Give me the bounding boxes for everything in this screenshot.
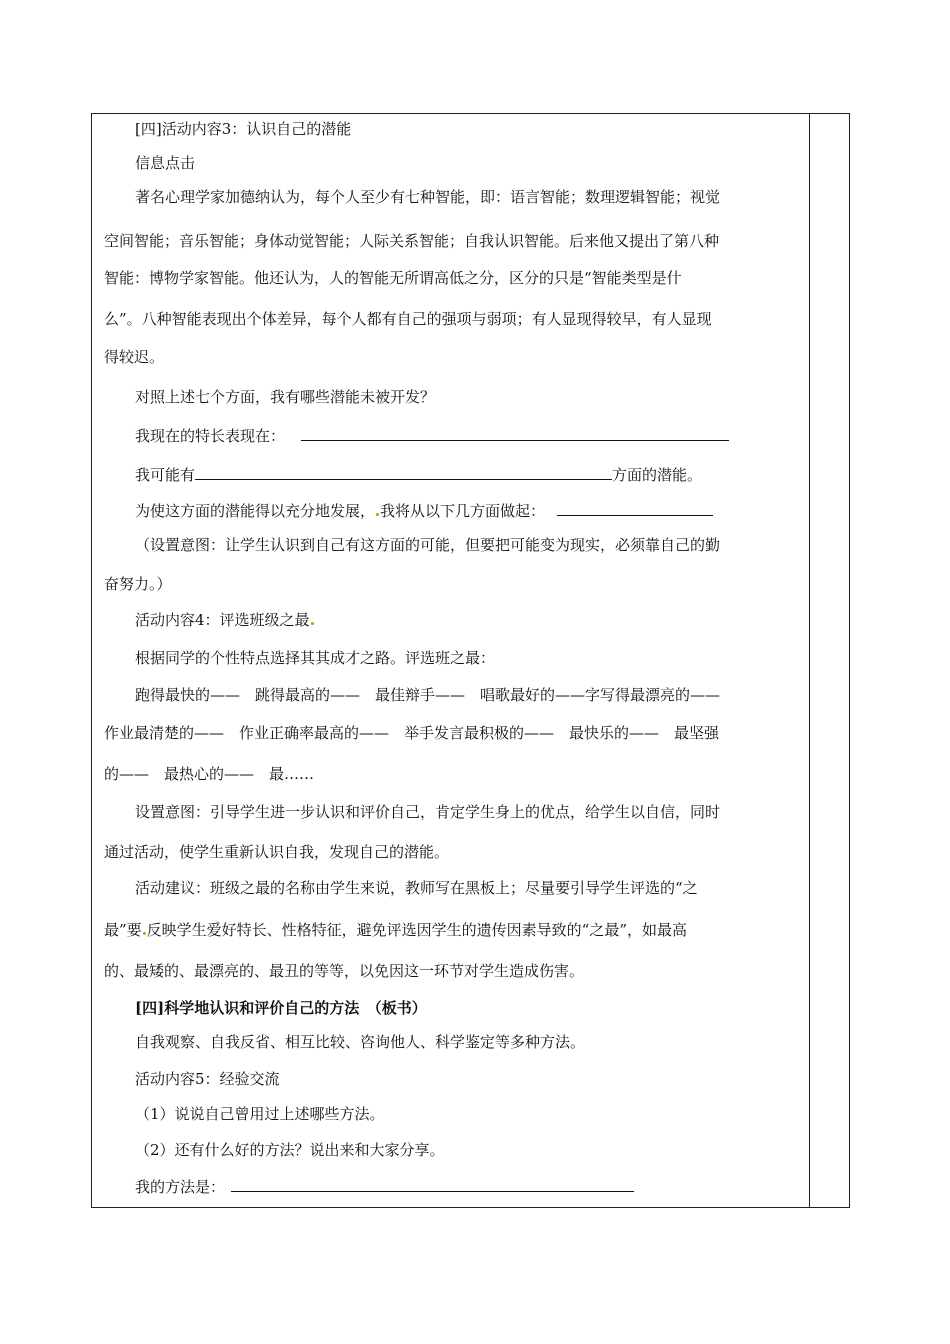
paragraph-line: 自我观察、自我反省、相互比较、咨询他人、科学鉴定等多种方法。 <box>135 1033 586 1051</box>
method-label: 我的方法是： <box>135 1178 226 1196</box>
paragraph-line: 设置意图：引导学生进一步认识和评价自己，肯定学生身上的优点，给学生以自信，同时 <box>135 803 721 821</box>
awards-line: 跑得最快的—— 跳得最高的—— 最佳辩手—— 唱歌最好的——字写得最漂亮的—— <box>135 686 721 704</box>
specialty-label: 我现在的特长表现在： <box>135 427 286 445</box>
paragraph-line: 得较迟。 <box>104 348 165 366</box>
paragraph-line: 著名心理学家加德纳认为，每个人至少有七种智能，即：语言智能；数理逻辑智能；视觉 <box>135 188 721 206</box>
paragraph-line: 么”。八种智能表现出个体差异，每个人都有自己的强项与弱项；有人显现得较早，有人显现 <box>104 310 712 328</box>
intent-line: （设置意图：让学生认识到自己有这方面的可能，但要把可能变为现实，必须靠自己的勤 <box>135 536 721 554</box>
develop-label-a: 为使这方面的潜能得以充分地发展， <box>135 502 376 520</box>
methods-heading: [四]科学地认识和评价自己的方法 （板书） <box>135 999 427 1017</box>
dot-mark <box>143 932 146 935</box>
potential-label-prefix: 我可能有 <box>135 466 196 484</box>
activity-4-heading <box>135 610 315 630</box>
potential-label-suffix: 方面的潜能。 <box>612 466 703 484</box>
question-line: 对照上述七个方面，我有哪些潜能未被开发？ <box>135 388 436 406</box>
activity-4-label: 活动内容4：评选班级之最 <box>135 611 310 629</box>
intent-line: 奋努力。） <box>104 575 172 593</box>
paragraph-line: 根据同学的个性特点选择其其成才之路。评选班之最： <box>135 649 496 667</box>
paragraph-line: 空间智能；音乐智能；身体动觉智能；人际关系智能；自我认识智能。后来他又提出了第八种 <box>104 232 720 250</box>
paragraph-line: 的、最矮的、最漂亮的、最丑的等等，以免因这一环节对学生造成伤害。 <box>104 962 585 980</box>
awards-line: 的—— 最热心的—— 最…… <box>104 765 315 783</box>
lesson-table <box>91 113 850 1208</box>
paragraph-line <box>104 920 687 940</box>
text-fragment: 反映学生爱好特长、性格特征，避免评选因学生的遗传因素导致的“之最”，如最高 <box>146 921 688 939</box>
potential-fill-line <box>135 464 702 485</box>
paragraph-line: 通过活动，使学生重新认识自我，发现自己的潜能。 <box>104 843 450 861</box>
dot-mark <box>376 513 379 516</box>
develop-fill-line <box>135 500 713 521</box>
awards-line: 作业最清楚的—— 作业正确率最高的—— 举手发言最积极的—— 最快乐的—— 最坚强 <box>104 724 720 742</box>
method-fill-line <box>135 1176 634 1197</box>
info-click-label: 信息点击 <box>135 154 196 172</box>
paragraph-line: 智能：博物学家智能。他还认为，人的智能无所谓高低之分，区分的只是“智能类型是什 <box>104 269 682 287</box>
develop-label-b: 我将从以下几方面做起： <box>380 502 546 520</box>
specialty-blank[interactable] <box>301 425 729 441</box>
develop-blank[interactable] <box>557 500 713 516</box>
activity-3-heading: [四]活动内容3：认识自己的潜能 <box>135 120 352 138</box>
question-item-1: （1）说说自己曾用过上述哪些方法。 <box>135 1105 385 1123</box>
potential-blank[interactable] <box>195 464 612 480</box>
method-blank[interactable] <box>231 1176 634 1192</box>
text-fragment: 最”要 <box>104 921 142 939</box>
dot-mark <box>311 622 314 625</box>
activity-5-heading: 活动内容5：经验交流 <box>135 1070 280 1088</box>
specialty-fill-line <box>135 425 729 446</box>
column-divider <box>809 114 810 1207</box>
paragraph-line: 活动建议：班级之最的名称由学生来说，教师写在黑板上；尽量要引导学生评选的“之 <box>135 879 698 897</box>
question-item-2: （2）还有什么好的方法？说出来和大家分享。 <box>135 1141 445 1159</box>
content-cell <box>92 114 809 1207</box>
